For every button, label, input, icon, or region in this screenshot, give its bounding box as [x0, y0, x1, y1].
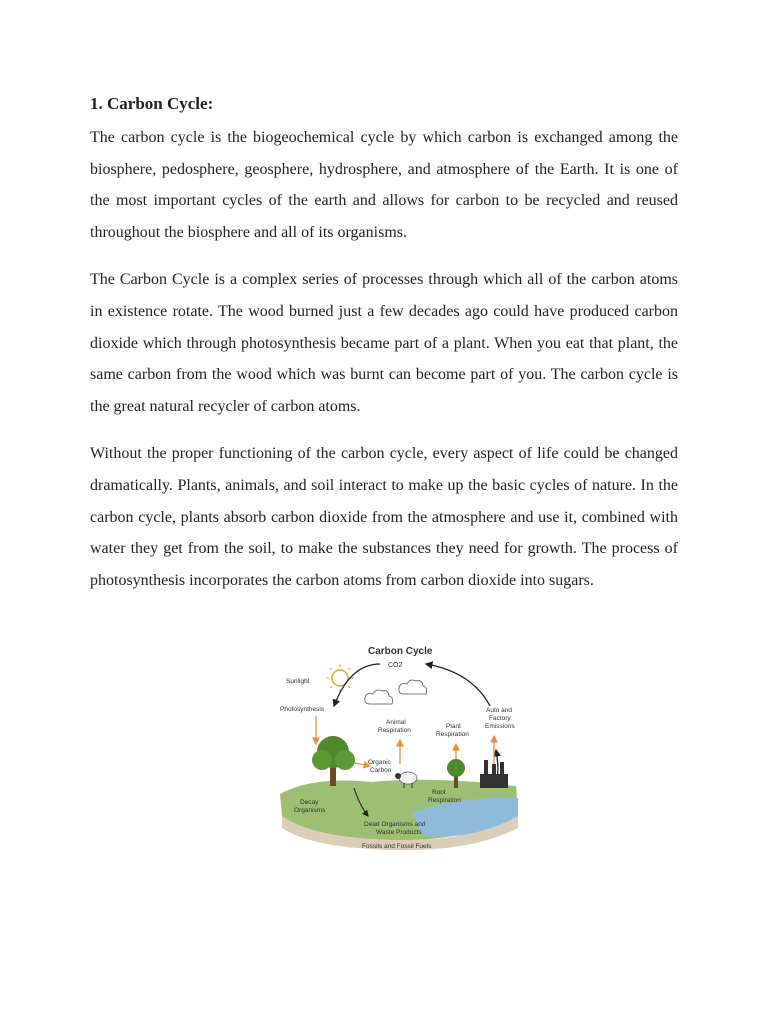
section-heading: 1. Carbon Cycle: [90, 94, 214, 113]
photosynthesis-label: Photosynthesis [280, 706, 325, 713]
animal-respiration-label-2: Respiration [378, 727, 411, 734]
paragraph-3: Without the proper functioning of the carbon cycle, every aspect of life could be changed dramatically. Plants, animals, and soil interact to make up the basic cycles of nature. In the carbon cycle, plants absorb carbon dioxide from the atmosphere and use it, combined with water they get from the soil, to make the substances they need for growth. The process of photosynthesis incorporates the carbon atoms from carbon dioxide into sugars. [90, 445, 678, 589]
animal-respiration-label-1: Animal [386, 719, 406, 726]
tree-icon [312, 736, 355, 786]
carbon-cycle-diagram [272, 636, 528, 854]
decay-organisms-label-1: Decay [300, 799, 319, 806]
diagram-title: Carbon Cycle [368, 646, 433, 657]
factory-icon [480, 760, 508, 788]
co2-label: CO2 [388, 662, 403, 669]
fossils-label: Fossils and Fossil Fuels [362, 843, 432, 850]
auto-emissions-label-1: Auto and [486, 707, 513, 714]
root-respiration-label-1: Root [432, 789, 446, 796]
auto-emissions-label-2: Factory [489, 715, 511, 722]
paragraph-2: The Carbon Cycle is a complex series of processes through which all of the carbon atoms in existence rotate. The wood burned just a few decades ago could have produced carbon dioxide which through photosynthesis became part of a plant. When you eat that plant, the same carbon from the wood which was burnt can become part of you. The carbon cycle is the great natural recycler of carbon atoms. [90, 271, 678, 415]
auto-emissions-label-3: Emissions [485, 723, 515, 730]
plant-respiration-label-1: Plant [446, 723, 461, 730]
paragraph-1: The carbon cycle is the biogeochemical cycle by which carbon is exchanged among the biosphere, pedosphere, geosphere, hydrosphere, and atmosphere of the Earth. It is one of the most important cycles of the earth and allows for carbon to be recycled and reused throughout the biosphere and all of its organisms. [90, 129, 678, 241]
dead-organisms-label-1: Dead Organisms and [364, 821, 426, 828]
organic-carbon-label-1: Organic [368, 759, 391, 766]
organic-carbon-label-2: Carbon [370, 767, 392, 774]
sunlight-label: Sunlight [286, 678, 310, 685]
document-page [90, 92, 678, 612]
emissions-to-co2-arrow [426, 664, 490, 706]
dead-organisms-label-2: Waste Products [376, 829, 422, 836]
cloud-icon [365, 680, 427, 704]
plant-respiration-label-2: Respiration [436, 731, 469, 738]
root-respiration-label-2: Respiration [428, 797, 461, 804]
decay-organisms-label-2: Organisms [294, 807, 326, 814]
diagram-svg [272, 636, 528, 854]
